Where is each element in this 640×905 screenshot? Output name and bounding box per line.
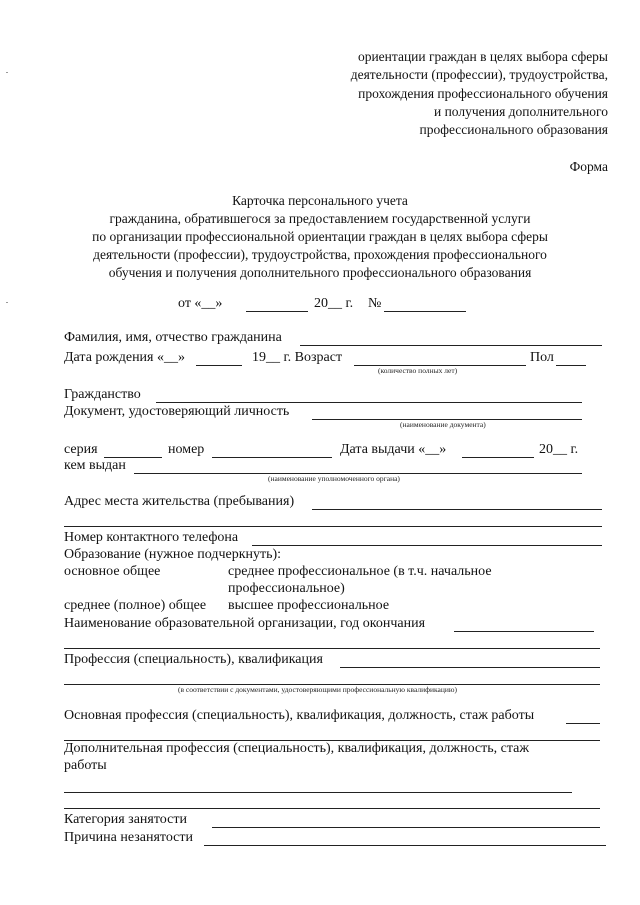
date-prefix: от «__» bbox=[178, 296, 223, 311]
number-label: № bbox=[368, 296, 382, 311]
date-year: 20__ г. bbox=[314, 296, 354, 311]
address-field-cont[interactable] bbox=[64, 526, 602, 527]
number-label: номер bbox=[168, 442, 205, 457]
series-label: серия bbox=[64, 442, 98, 457]
issued-by-label: кем выдан bbox=[64, 458, 126, 473]
header-line: прохождения профессионального обучения bbox=[358, 85, 608, 101]
scan-mark bbox=[6, 72, 8, 73]
main-profession-label: Основная профессия (специальность), квалификация, должность, стаж работы bbox=[64, 708, 535, 723]
phone-label: Номер контактного телефона bbox=[64, 530, 239, 545]
edu-option-basic[interactable]: основное общее bbox=[64, 564, 161, 579]
fio-field[interactable] bbox=[300, 345, 602, 346]
issued-by-caption: (наименование уполномоченного органа) bbox=[268, 474, 400, 483]
gender-label: Пол bbox=[530, 350, 554, 365]
id-document-caption: (наименование документа) bbox=[400, 420, 486, 429]
main-profession-field[interactable] bbox=[566, 723, 600, 724]
title-line: гражданина, обратившегося за предоставлением государственной услуги bbox=[109, 211, 531, 226]
doc-number-field[interactable] bbox=[212, 457, 332, 458]
edu-option-secondary-prof[interactable]: среднее профессиональное (в т.ч. начальное bbox=[228, 564, 492, 579]
education-label: Образование (нужное подчеркнуть): bbox=[64, 547, 282, 562]
header-line: профессионального образования bbox=[419, 122, 608, 138]
number-field[interactable] bbox=[384, 311, 466, 312]
header-line: ориентации граждан в целях выбора сферы bbox=[357, 49, 608, 64]
extra-profession-field[interactable] bbox=[64, 792, 572, 793]
header-reference bbox=[351, 48, 608, 139]
extra-profession-field-cont[interactable] bbox=[64, 808, 600, 809]
employment-category-label: Категория занятости bbox=[64, 812, 187, 827]
scan-mark bbox=[6, 302, 8, 303]
header-line: и получения дополнительного bbox=[433, 103, 608, 119]
date-month-field[interactable] bbox=[246, 311, 308, 312]
profession-label: Профессия (специальность), квалификация bbox=[64, 652, 323, 667]
edu-org-label: Наименование образовательной организации, год окончания bbox=[64, 616, 426, 631]
title-line: обучения и получения дополнительного профессионального образования bbox=[108, 265, 532, 280]
extra-profession-label: Дополнительная профессия (специальность), квалификация, должность, стаж bbox=[64, 741, 530, 756]
phone-field[interactable] bbox=[252, 545, 602, 546]
employment-category-field[interactable] bbox=[212, 827, 600, 828]
age-caption: (количество полных лет) bbox=[378, 366, 458, 375]
citizenship-label: Гражданство bbox=[64, 387, 141, 402]
dob-label: Дата рождения «__» bbox=[64, 350, 185, 365]
address-field[interactable] bbox=[312, 509, 602, 510]
citizenship-field[interactable] bbox=[156, 402, 582, 403]
edu-option-secondary-prof-cont: профессиональное) bbox=[228, 581, 345, 596]
issue-year-label: 20__ г. bbox=[539, 442, 579, 457]
unemployment-reason-label: Причина незанятости bbox=[64, 830, 194, 845]
document-title bbox=[0, 192, 640, 282]
dob-month-field[interactable] bbox=[196, 365, 242, 366]
title-line: по организации профессиональной ориентации граждан в целях выбора сферы bbox=[92, 229, 548, 244]
issue-date-label: Дата выдачи «__» bbox=[340, 442, 447, 457]
fio-label: Фамилия, имя, отчество гражданина bbox=[64, 330, 282, 345]
profession-field[interactable] bbox=[340, 667, 600, 668]
edu-option-higher[interactable]: высшее профессиональное bbox=[228, 598, 390, 613]
id-document-label: Документ, удостоверяющий личность bbox=[64, 404, 290, 419]
form-label: Форма bbox=[569, 159, 608, 174]
title-line: Карточка персонального учета bbox=[232, 193, 408, 208]
dob-year-age-label: 19__ г. Возраст bbox=[252, 350, 343, 365]
header-line: деятельности (профессии), трудоустройства, bbox=[350, 67, 608, 83]
issue-date-field[interactable] bbox=[462, 457, 534, 458]
profession-caption: (в соответствии с документами, удостоверяющими профессиональную квалификацию) bbox=[178, 685, 457, 694]
edu-option-secondary-full[interactable]: среднее (полное) общее bbox=[64, 598, 207, 613]
unemployment-reason-field[interactable] bbox=[204, 845, 606, 846]
title-line: деятельности (профессии), трудоустройства, прохождения профессионального bbox=[93, 247, 547, 262]
edu-org-field-cont[interactable] bbox=[64, 648, 600, 649]
extra-profession-label-cont: работы bbox=[64, 758, 107, 773]
gender-field[interactable] bbox=[556, 365, 586, 366]
edu-org-field[interactable] bbox=[454, 631, 594, 632]
address-label: Адрес места жительства (пребывания) bbox=[64, 494, 295, 509]
